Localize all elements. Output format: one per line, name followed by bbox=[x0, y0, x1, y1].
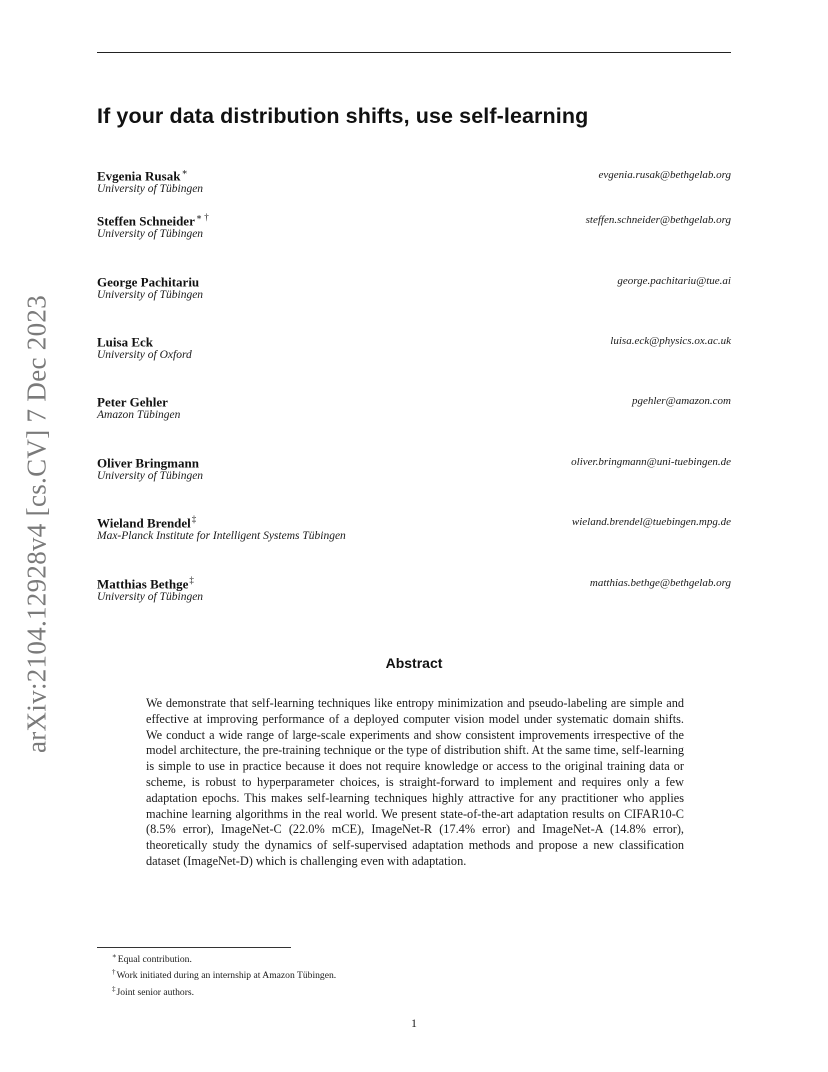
abstract-heading: Abstract bbox=[385, 655, 443, 671]
author-email[interactable]: luisa.eck@physics.ox.ac.uk bbox=[610, 335, 731, 347]
author-email[interactable]: george.pachitariu@tue.ai bbox=[617, 275, 731, 287]
author-affiliation: University of Tübingen bbox=[97, 228, 204, 240]
author-name: Oliver Bringmann bbox=[97, 455, 199, 471]
author-block bbox=[97, 167, 731, 203]
footnote-text: Work initiated during an internship at Amazon Tübingen. bbox=[116, 970, 337, 982]
footnote-mark: ‡ bbox=[112, 984, 116, 993]
paper-title: If your data distribution shifts, use self-learning bbox=[97, 104, 589, 128]
author-affiliation: University of Oxford bbox=[97, 349, 192, 361]
author-block bbox=[97, 333, 731, 369]
author-affiliation: University of Tübingen bbox=[97, 591, 204, 603]
footnote bbox=[112, 966, 336, 982]
author-email[interactable]: evgenia.rusak@bethgelab.org bbox=[598, 169, 731, 181]
footnotes bbox=[112, 950, 336, 999]
author-email[interactable]: matthias.bethge@bethgelab.org bbox=[589, 577, 731, 589]
arxiv-identifier: arXiv:2104.12928v4 [cs.CV] 7 Dec 2023 bbox=[21, 294, 52, 754]
author-affiliation: University of Tübingen bbox=[97, 183, 204, 195]
author-block bbox=[97, 514, 731, 550]
author-email[interactable]: oliver.bringmann@uni-tuebingen.de bbox=[571, 456, 731, 468]
footnote bbox=[112, 983, 336, 999]
author-email[interactable]: pgehler@amazon.com bbox=[631, 395, 731, 407]
author-affiliation: University of Tübingen bbox=[97, 289, 204, 301]
footnote-rule bbox=[97, 947, 291, 948]
author-name: Matthias Bethge‡ bbox=[97, 575, 194, 592]
author-block bbox=[97, 575, 731, 611]
author-affiliation: Amazon Tübingen bbox=[97, 409, 181, 421]
header-rule bbox=[97, 52, 731, 53]
author-footnote-mark: ‡ bbox=[191, 514, 197, 524]
author-name: George Pachitariu bbox=[97, 274, 200, 290]
author-footnote-mark: ‡ bbox=[189, 575, 194, 585]
author-block bbox=[97, 273, 731, 309]
author-email[interactable]: steffen.schneider@bethgelab.org bbox=[585, 214, 731, 226]
author-block bbox=[97, 454, 731, 490]
author-name: Steffen Schneider∗ † bbox=[97, 212, 209, 229]
footnote-mark: † bbox=[112, 968, 116, 977]
author-email[interactable]: wieland.brendel@tuebingen.mpg.de bbox=[571, 516, 731, 528]
author-affiliation: University of Tübingen bbox=[97, 470, 204, 482]
author-footnote-mark: ∗ bbox=[181, 167, 188, 177]
author-name: Evgenia Rusak∗ bbox=[97, 167, 188, 184]
author-footnote-mark: ∗ † bbox=[195, 212, 209, 222]
footnote bbox=[112, 950, 336, 966]
footnote-text: Equal contribution. bbox=[117, 954, 192, 966]
author-block bbox=[97, 393, 731, 429]
author-block bbox=[97, 212, 731, 248]
author-name: Wieland Brendel‡ bbox=[97, 514, 197, 531]
page-number: 1 bbox=[411, 1016, 417, 1030]
author-name: Luisa Eck bbox=[97, 334, 153, 350]
footnote-text: Joint senior authors. bbox=[116, 986, 195, 998]
author-affiliation: Max-Planck Institute for Intelligent Systems Tübingen bbox=[97, 530, 346, 542]
footnote-mark: ∗ bbox=[112, 952, 117, 960]
author-name: Peter Gehler bbox=[97, 394, 168, 410]
abstract-text: We demonstrate that self-learning techniques like entropy minimization and pseudo-labeling are simple and effective at improving performance of a deployed computer vision model under systematic domain shifts. We conduct a wide range of large-scale experiments and show consistent improvements irrespective of the model architecture, the pre-training technique or the type of distribution shift. At the same time, self-learning is simple to use in practice because it does not require knowledge or access to the original training data or scheme, is robust to hyperparameter choices, is straight-forward to implement and requires only a few adaptation epochs. This makes self-learning techniques highly attractive for any practitioner who applies machine learning algorithms in the real world. We present state-of-the-art adaptation results on CIFAR10-C (8.5% error), ImageNet-C (22.0% mCE), ImageNet-R (17.4% error) and ImageNet-A (14.8% error), theoretically study the dynamics of self-supervised adaptation methods and propose a new classification dataset (ImageNet-D) which is challenging even with adaptation. bbox=[146, 696, 684, 868]
